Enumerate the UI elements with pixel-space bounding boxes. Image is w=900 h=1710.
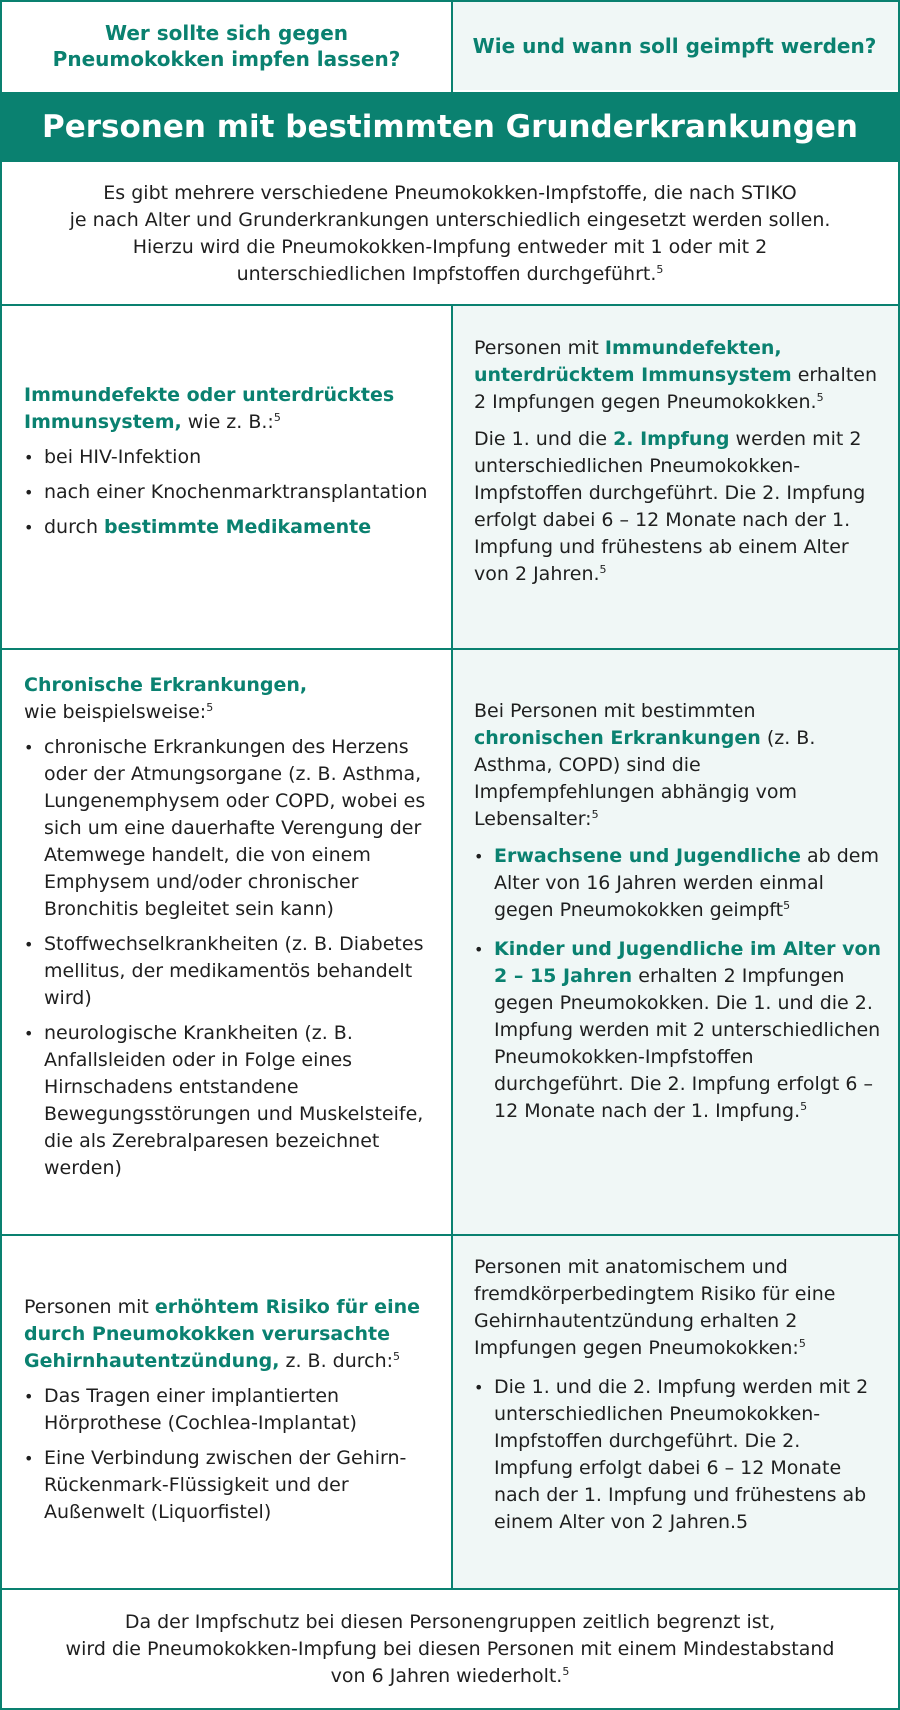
- footnote-ref: 5: [393, 1350, 401, 1363]
- intro-line: unterschiedlichen Impfstoffen durchgeführt.: [236, 263, 657, 285]
- column-divider: [451, 304, 453, 1590]
- list-item: • Das Tragen einer implantierten Hörprothese (Cochlea-Implantat): [24, 1383, 439, 1437]
- intro-line: Hierzu wird die Pneumokokken-Impfung entweder mit 1 oder mit 2: [132, 236, 768, 258]
- divider: [451, 2, 453, 92]
- list-item: • Erwachsene und Jugendliche ab dem Alter von 16 Jahren werden einmal gegen Pneumokokken geimpft$^5$: [474, 843, 884, 924]
- list-item: • Stoffwechselkrankheiten (z. B. Diabetes mellitus, der medikamentös behandelt wird): [24, 931, 439, 1012]
- footer-note: Da der Impfschutz bei diesen Personengruppen zeitlich begrenzt ist, wird die Pneumokokken-Impfung bei diesen Personen mit einem Mindestabstand von 6 Jahren wiederholt.$^5$: [65, 1610, 835, 1687]
- row1-right: Personen mit Immundefekten, unterdrücktem Immunsystem erhalten 2 Impfungen gegen Pneumokokken.$^5$ Die 1. und die 2. Impfung werden mit 2 unterschiedlichen Pneumokokken-Impfstoffen durchgeführt. Die 2. Impfung erfolgt dabei 6 – 12 Monate nach der 1. Impfung und frühestens ab einem Alter von 2 Jahren.$^5$: [474, 337, 878, 585]
- intro-line: je nach Alter und Grunderkrankungen unterschiedlich eingesetzt werden sollen.: [69, 209, 831, 231]
- header-left: Wer sollte sich gegen Pneumokokken impfen lassen?: [2, 2, 451, 90]
- footnote-ref: 5: [800, 1100, 808, 1113]
- row3-right: Personen mit anatomischem und fremdkörperbedingtem Risiko für eine Gehirnhautentzündung erhalten 2 Impfungen gegen Pneumokokken:$^5$ • Die 1. und die 2. Impfung werden mit 2 unterschiedlichen Pneumokokken-Impfstoffen durchgeführt. Die 2. Impfung erfolgt dabei 6 – 12 Monate nach der 1. Impfung und frühestens ab einem Alter von 2 Jahren.5: [474, 1254, 884, 1536]
- row2-right: Bei Personen mit bestimmten chronischen Erkrankungen (z. B. Asthma, COPD) sind die Impfempfehlungen abhängig vom Lebensalter:$^5$ • Erwachsene und Jugendliche ab dem Alter von 16 Jahren werden einmal gegen Pneumokokken geimpft$^5$ • Kinder und Jugendliche im Alter von 2 – 15 Jahren erhalten 2 Impfungen gegen Pneumokokken. Die 1. und die 2. Impfung werden mit 2 unterschiedlichen Pneumokokken-Impfstoffen durchgeführt. Die 2. Impfung erfolgt 6 – 12 Monate nach der 1. Impfung.$^5$: [474, 698, 884, 1125]
- footnote-ref: 5: [816, 391, 824, 404]
- intro-text: [2, 164, 898, 304]
- footnote-ref: 5: [562, 1664, 570, 1678]
- row2-left: Chronische Erkrankungen, wie beispielsweise:$^5$ • chronische Erkrankungen des Herzens oder der Atmungsorgane (z. B. Asthma, Lungenemphysem oder COPD, wobei es sich um eine dauerhafte Verengung der Atemwege handelt, die von einem Emphysem und/oder chronischer Bronchitis begleitet sein kann) • Stoffwechselkrankheiten (z. B. Diabetes mellitus, der medikamentös behandelt wird) • neurologische Krankheiten (z. B. Anfallsleiden oder in Folge eines Hirnschadens entstandene Bewegungsstörungen und Muskelsteife, die als Zerebralparesen bezeichnet werden): [24, 672, 439, 1182]
- footnote-ref: 5: [273, 411, 281, 424]
- list-item: • chronische Erkrankungen des Herzens oder der Atmungsorgane (z. B. Asthma, Lungenemphysem oder COPD, wobei es sich um eine dauerhafte Verengung der Atemwege handelt, die von einem Emphysem und/oder chronischer Bronchitis begleitet sein kann): [24, 734, 439, 923]
- row1-left-lead: wie z. B.:: [181, 411, 274, 433]
- list-item: • neurologische Krankheiten (z. B. Anfallsleiden oder in Folge eines Hirnschadens entstandene Bewegungsstörungen und Muskelsteife, die als Zerebralparesen bezeichnet werden): [24, 1020, 439, 1182]
- list-item: • nach einer Knochenmarktransplantation: [24, 479, 434, 506]
- intro-line: Es gibt mehrere verschiedene Pneumokokken-Impfstoffe, die nach STIKO: [103, 182, 797, 204]
- footnote-ref: 5: [783, 899, 791, 912]
- footnote-ref: 5: [599, 563, 607, 576]
- row2-left-highlight: Chronische Erkrankungen,: [24, 674, 308, 696]
- list-item: • durch bestimmte Medikamente: [24, 514, 434, 541]
- row1-left: [24, 382, 434, 541]
- list-item: • bei HIV-Infektion: [24, 444, 434, 471]
- list-item: • Eine Verbindung zwischen der Gehirn-Rückenmark-Flüssigkeit und der Außenwelt (Liquorfistel): [24, 1445, 439, 1526]
- row1-left-highlight: Immundefekte oder unterdrücktes Immunsystem,: [24, 384, 395, 433]
- footnote-ref: 5: [206, 701, 214, 714]
- footnote-ref: 5: [591, 808, 599, 821]
- row3-left: Personen mit erhöhtem Risiko für eine durch Pneumokokken verursachte Gehirnhautentzündung, z. B. durch:$^5$ • Das Tragen einer implantierten Hörprothese (Cochlea-Implantat) • Eine Verbindung zwischen der Gehirn-Rückenmark-Flüssigkeit und der Außenwelt (Liquorfistel): [24, 1294, 439, 1526]
- list-item: • Kinder und Jugendliche im Alter von 2 – 15 Jahren erhalten 2 Impfungen gegen Pneumokokken. Die 1. und die 2. Impfung werden mit 2 unterschiedlichen Pneumokokken-Impfstoffen durchgeführt. Die 2. Impfung erfolgt 6 – 12 Monate nach der 1. Impfung.$^5$: [474, 936, 884, 1125]
- list-item: • Die 1. und die 2. Impfung werden mit 2 unterschiedlichen Pneumokokken-Impfstoffen durchgeführt. Die 2. Impfung erfolgt dabei 6 – 12 Monate nach der 1. Impfung und frühestens ab einem Alter von 2 Jahren.5: [474, 1374, 884, 1536]
- header-right: Wie und wann soll geimpft werden?: [451, 2, 898, 90]
- footnote-ref: 5: [656, 263, 664, 276]
- footnote-ref: 5: [798, 1337, 806, 1350]
- banner-title: Personen mit bestimmten Grunderkrankungen: [2, 92, 898, 162]
